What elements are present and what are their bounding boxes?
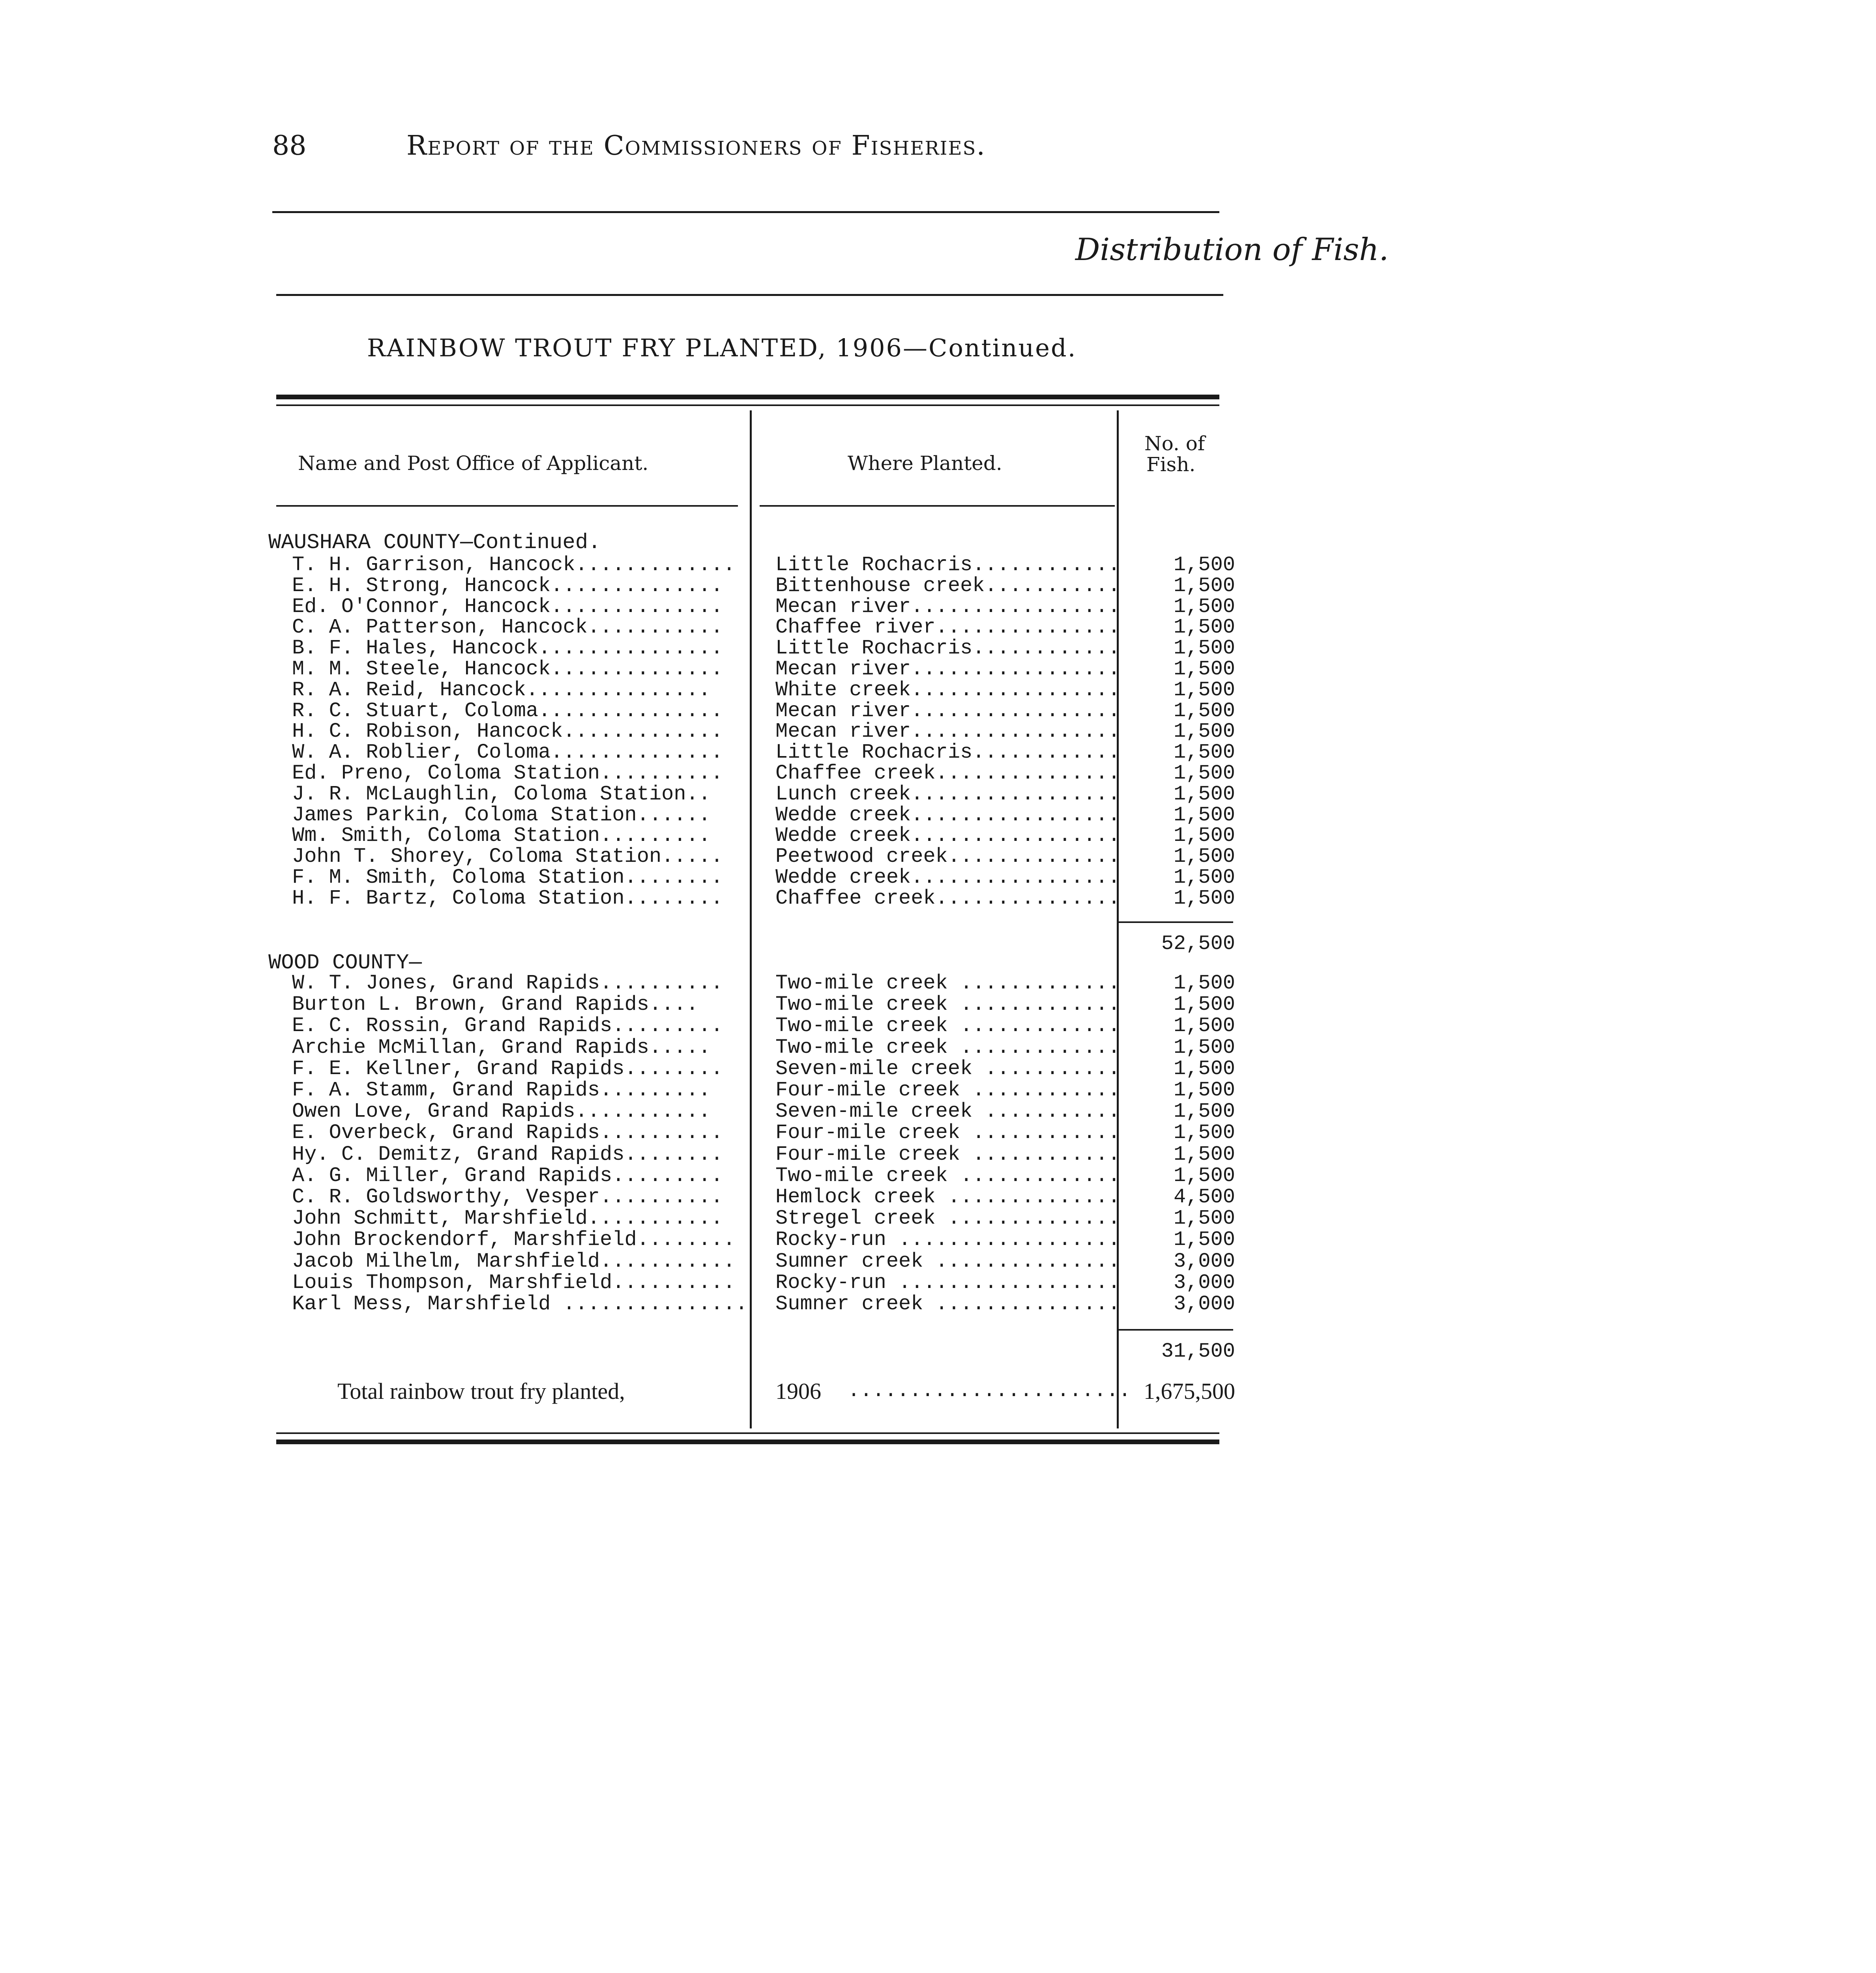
- fish-count: 1,500: [1173, 616, 1235, 639]
- planting-location: Chaffee creek...............: [775, 887, 1120, 910]
- applicant-name: H. C. Robison, Hancock.............: [292, 720, 723, 743]
- subtotal-rule-wood: [1119, 1329, 1233, 1331]
- applicant-name: Hy. C. Demitz, Grand Rapids........: [292, 1143, 723, 1166]
- applicant-name: E. C. Rossin, Grand Rapids.........: [292, 1014, 723, 1037]
- planting-location: Four-mile creek ............: [775, 1078, 1120, 1102]
- fish-count: 1,500: [1173, 1036, 1235, 1059]
- fish-count: 1,500: [1173, 1228, 1235, 1251]
- applicant-name: F. M. Smith, Coloma Station........: [292, 866, 723, 889]
- table-rule-top-thick: [276, 395, 1219, 399]
- applicant-name: Jacob Milhelm, Marshfield...........: [292, 1250, 736, 1273]
- column-header-number-line1: No. of: [1144, 432, 1205, 455]
- applicant-name: T. H. Garrison, Hancock.............: [292, 553, 736, 577]
- page-number: 88: [272, 130, 307, 161]
- planting-location: Mecan river.................: [775, 657, 1120, 681]
- planting-location: Bittenhouse creek...........: [775, 574, 1120, 597]
- total-dots: .......................: [848, 1379, 1131, 1402]
- applicant-name: W. A. Roblier, Coloma..............: [292, 741, 723, 764]
- applicant-name: W. T. Jones, Grand Rapids..........: [292, 972, 723, 995]
- planting-location: Four-mile creek ............: [775, 1143, 1120, 1166]
- planting-location: Chaffee river...............: [775, 616, 1120, 639]
- fish-count: 1,500: [1173, 1143, 1235, 1166]
- subtitle: Distribution of Fish.: [1075, 232, 1389, 268]
- fish-count: 1,500: [1173, 595, 1235, 618]
- planting-location: Two-mile creek .............: [775, 993, 1120, 1016]
- applicant-name: R. C. Stuart, Coloma...............: [292, 699, 723, 723]
- planting-location: Two-mile creek .............: [775, 972, 1120, 995]
- planting-location: Four-mile creek ............: [775, 1121, 1120, 1144]
- fish-count: 4,500: [1173, 1185, 1235, 1209]
- planting-location: Lunch creek.................: [775, 782, 1120, 806]
- fish-count: 1,500: [1173, 1100, 1235, 1123]
- applicant-name: A. G. Miller, Grand Rapids.........: [292, 1164, 723, 1187]
- fish-count: 1,500: [1173, 574, 1235, 597]
- applicant-name: James Parkin, Coloma Station......: [292, 803, 711, 827]
- fish-count: 1,500: [1173, 972, 1235, 995]
- applicant-name: M. M. Steele, Hancock..............: [292, 657, 723, 681]
- fish-count: 1,500: [1173, 636, 1235, 660]
- planting-location: Wedde creek.................: [775, 803, 1120, 827]
- fish-count: 1,500: [1173, 845, 1235, 868]
- planting-location: Seven-mile creek ...........: [775, 1100, 1120, 1123]
- applicant-name: B. F. Hales, Hancock...............: [292, 636, 723, 660]
- header-underline-name: [276, 505, 738, 507]
- table-rule-bottom-thin: [276, 1432, 1219, 1434]
- planting-location: Rocky-run ..................: [775, 1271, 1120, 1294]
- applicant-name: C. A. Patterson, Hancock...........: [292, 616, 723, 639]
- subtotal-waushara: 52,500: [1161, 932, 1235, 955]
- header-rule-bottom: [276, 294, 1223, 296]
- fish-count: 3,000: [1173, 1250, 1235, 1273]
- applicant-name: Karl Mess, Marshfield ...............: [292, 1292, 748, 1316]
- planting-location: Mecan river.................: [775, 595, 1120, 618]
- applicant-name: John Brockendorf, Marshfield........: [292, 1228, 736, 1251]
- planting-location: Two-mile creek .............: [775, 1036, 1120, 1059]
- applicant-name: H. F. Bartz, Coloma Station........: [292, 887, 723, 910]
- planting-location: Sumner creek ...............: [775, 1292, 1120, 1316]
- applicant-name: E. H. Strong, Hancock..............: [292, 574, 723, 597]
- planting-location: Sumner creek ...............: [775, 1250, 1120, 1273]
- table-rule-top-thin: [276, 404, 1219, 406]
- total-value: 1,675,500: [1144, 1378, 1235, 1404]
- fish-count: 1,500: [1173, 887, 1235, 910]
- header-underline-place: [760, 505, 1115, 507]
- applicant-name: Louis Thompson, Marshfield..........: [292, 1271, 736, 1294]
- applicant-name: John T. Shorey, Coloma Station.....: [292, 845, 723, 868]
- section-title-wood: WOOD COUNTY—: [268, 951, 422, 975]
- fish-count: 1,500: [1173, 678, 1235, 702]
- table-title: RAINBOW TROUT FRY PLANTED, 1906—Continued.: [367, 333, 1077, 362]
- planting-location: Wedde creek.................: [775, 866, 1120, 889]
- planting-location: Little Rochacris............: [775, 553, 1120, 577]
- fish-count: 1,500: [1173, 1164, 1235, 1187]
- planting-location: Mecan river.................: [775, 699, 1120, 723]
- planting-location: Two-mile creek .............: [775, 1014, 1120, 1037]
- fish-count: 1,500: [1173, 866, 1235, 889]
- planting-location: Little Rochacris............: [775, 636, 1120, 660]
- fish-count: 1,500: [1173, 1207, 1235, 1230]
- fish-count: 1,500: [1173, 803, 1235, 827]
- applicant-name: E. Overbeck, Grand Rapids..........: [292, 1121, 723, 1144]
- table-rule-bottom-thick: [276, 1440, 1219, 1444]
- applicant-name: J. R. McLaughlin, Coloma Station..: [292, 782, 711, 806]
- applicant-name: F. A. Stamm, Grand Rapids.........: [292, 1078, 711, 1102]
- section-title-waushara: WAUSHARA COUNTY—Continued.: [268, 531, 601, 555]
- column-header-place: Where Planted.: [848, 452, 1002, 475]
- planting-location: Two-mile creek .............: [775, 1164, 1120, 1187]
- fish-count: 1,500: [1173, 782, 1235, 806]
- applicant-name: Wm. Smith, Coloma Station.........: [292, 824, 711, 847]
- fish-count: 1,500: [1173, 741, 1235, 764]
- fish-count: 3,000: [1173, 1271, 1235, 1294]
- fish-count: 1,500: [1173, 657, 1235, 681]
- applicant-name: C. R. Goldsworthy, Vesper..........: [292, 1185, 723, 1209]
- fish-count: 1,500: [1173, 699, 1235, 723]
- planting-location: Wedde creek.................: [775, 824, 1120, 847]
- applicant-name: Archie McMillan, Grand Rapids.....: [292, 1036, 711, 1059]
- total-label: Total rainbow trout fry planted,: [337, 1378, 625, 1404]
- fish-count: 1,500: [1173, 720, 1235, 743]
- planting-location: Chaffee creek...............: [775, 762, 1120, 785]
- running-title: Report of the Commissioners of Fisheries.: [406, 130, 986, 161]
- subtotal-rule-waushara: [1119, 921, 1233, 923]
- column-header-name: Name and Post Office of Applicant.: [298, 452, 649, 475]
- planting-location: Rocky-run ..................: [775, 1228, 1120, 1251]
- column-divider-1: [750, 410, 752, 1428]
- applicant-name: Ed. O'Connor, Hancock..............: [292, 595, 723, 618]
- total-year: 1906: [775, 1378, 821, 1404]
- fish-count: 1,500: [1173, 553, 1235, 577]
- applicant-name: R. A. Reid, Hancock...............: [292, 678, 711, 702]
- fish-count: 1,500: [1173, 762, 1235, 785]
- planting-location: White creek.................: [775, 678, 1120, 702]
- planting-location: Mecan river.................: [775, 720, 1120, 743]
- applicant-name: Owen Love, Grand Rapids...........: [292, 1100, 711, 1123]
- fish-count: 1,500: [1173, 993, 1235, 1016]
- applicant-name: Ed. Preno, Coloma Station..........: [292, 762, 723, 785]
- column-header-number-line2: Fish.: [1146, 453, 1196, 476]
- fish-count: 1,500: [1173, 1121, 1235, 1144]
- fish-count: 1,500: [1173, 1057, 1235, 1080]
- subtotal-wood: 31,500: [1161, 1340, 1235, 1363]
- planting-location: Peetwood creek..............: [775, 845, 1120, 868]
- header-rule-top: [272, 211, 1219, 213]
- planting-location: Stregel creek ..............: [775, 1207, 1120, 1230]
- planting-location: Hemlock creek ..............: [775, 1185, 1120, 1209]
- planting-location: Seven-mile creek ...........: [775, 1057, 1120, 1080]
- applicant-name: F. E. Kellner, Grand Rapids........: [292, 1057, 723, 1080]
- planting-location: Little Rochacris............: [775, 741, 1120, 764]
- applicant-name: John Schmitt, Marshfield...........: [292, 1207, 723, 1230]
- fish-count: 1,500: [1173, 1014, 1235, 1037]
- applicant-name: Burton L. Brown, Grand Rapids....: [292, 993, 698, 1016]
- fish-count: 1,500: [1173, 1078, 1235, 1102]
- fish-count: 1,500: [1173, 824, 1235, 847]
- fish-count: 3,000: [1173, 1292, 1235, 1316]
